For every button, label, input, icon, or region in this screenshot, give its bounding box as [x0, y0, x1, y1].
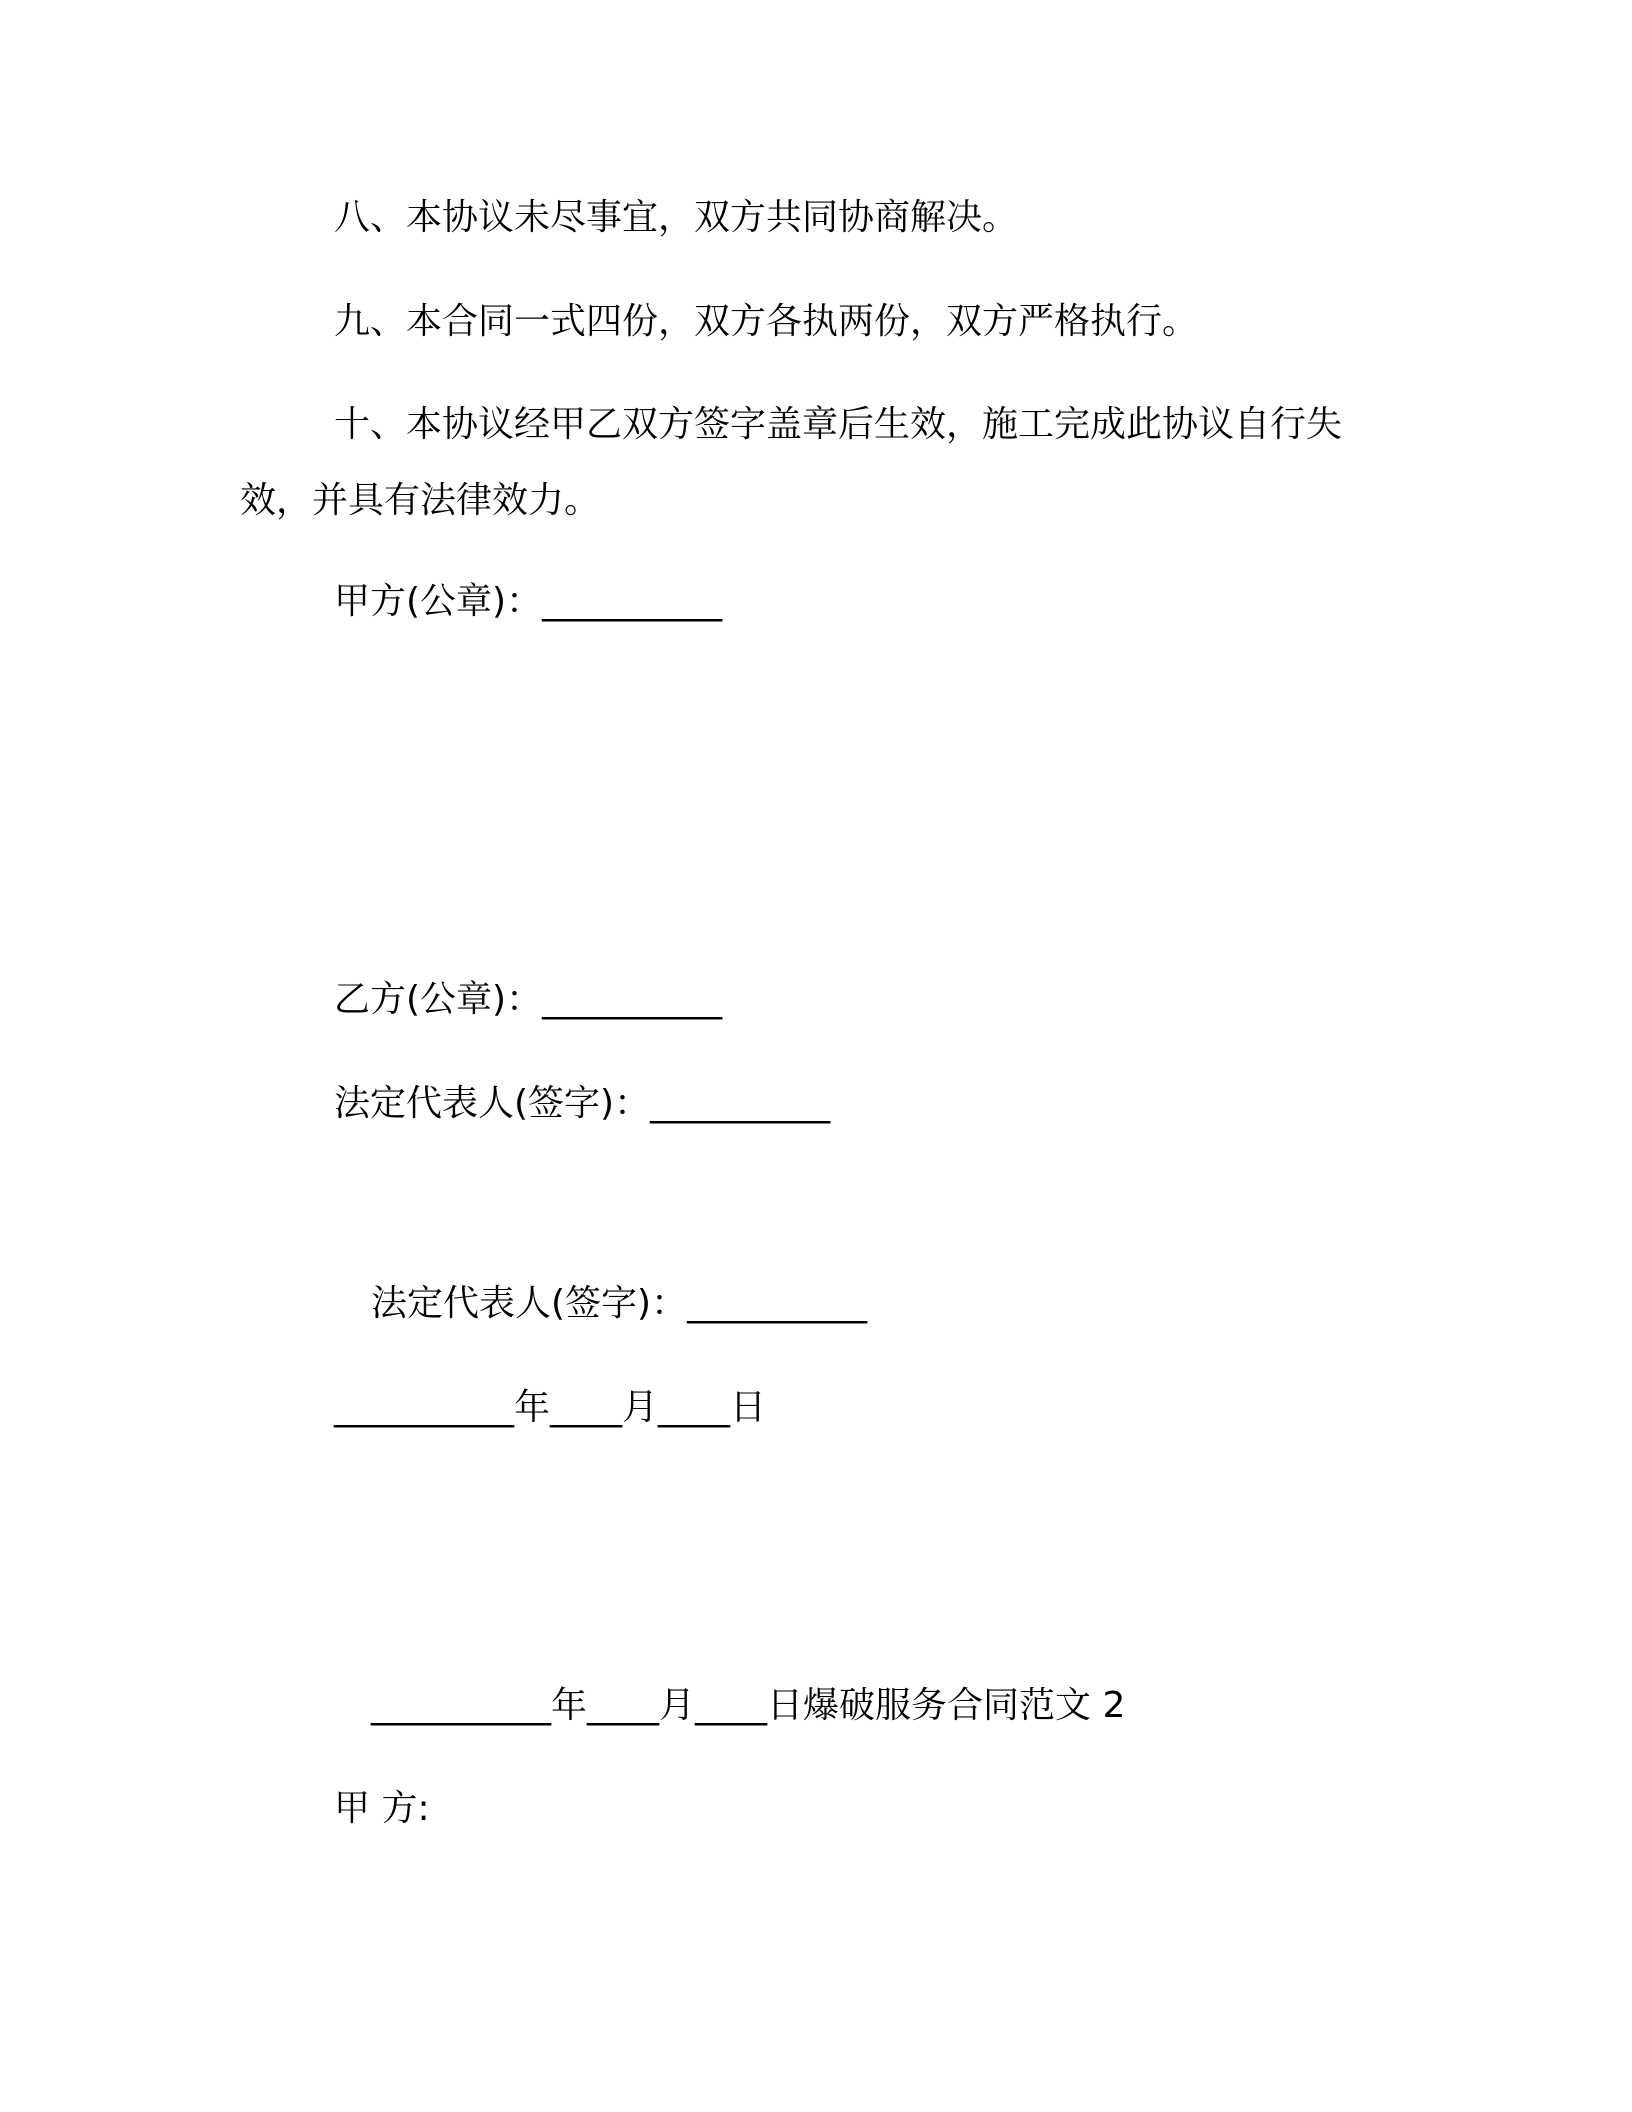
clause-10-text-line-1: 十、本协议经甲乙双方签字盖章后生效，施工完成此协议自行失 [334, 404, 1343, 445]
clause-9-text: 九、本合同一式四份，双方各执两份，双方严格执行。 [334, 301, 1199, 342]
date-field: __________年____月____日 [334, 1387, 766, 1428]
legal-representative-signature-field-2: 法定代表人(签字)：__________ [371, 1283, 868, 1324]
party-a-label: 甲 方: [334, 1788, 430, 1829]
legal-representative-signature-field: 法定代表人(签字)：__________ [334, 1083, 831, 1124]
next-contract-title: __________年____月____日爆破服务合同范文 2 [371, 1685, 1126, 1726]
clause-10-text-line-2: 效，并具有法律效力。 [240, 480, 601, 521]
clause-8-text: 八、本协议未尽事宜，双方共同协商解决。 [334, 197, 1019, 238]
party-a-seal-field: 甲方(公章)：__________ [334, 581, 723, 622]
party-b-seal-field: 乙方(公章)：__________ [334, 979, 723, 1020]
